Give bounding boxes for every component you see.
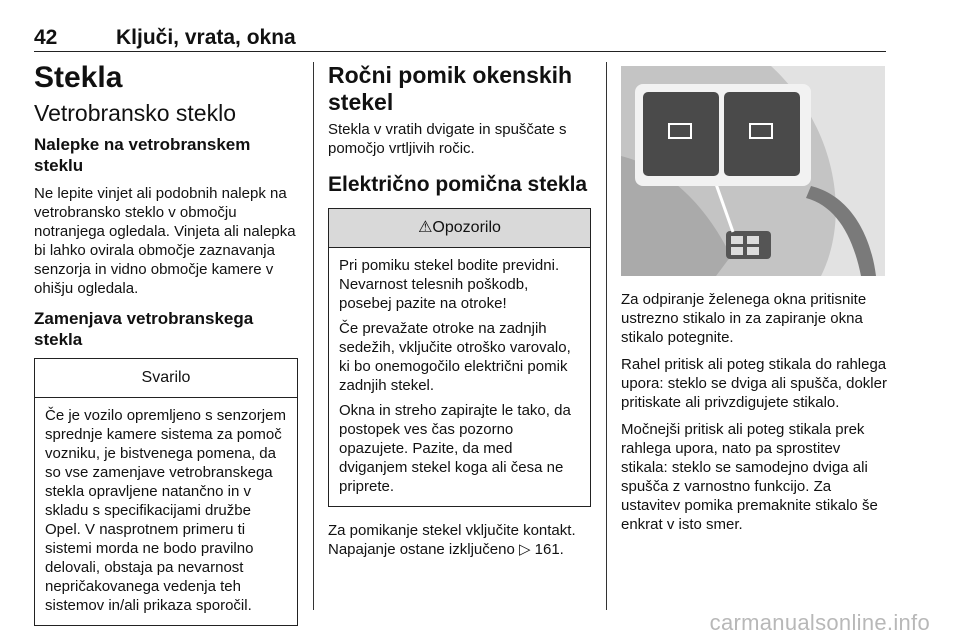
page-number: 42	[34, 26, 58, 49]
paragraph: Rahel pritisk ali poteg stikala do rahlega upora: steklo se dviga ali spušča, dokler pritiskate ali privzdigujete stikalo.	[621, 356, 887, 411]
paragraph: Ne lepite vinjet ali podobnih nalepk na vetrobransko steklo v območju notranjega ogledala. Vinjeta ali nalepka bi lahko ovirala območje zaznavanja senzorja in vidno območje kamere v ohišju ogledala.	[34, 185, 296, 297]
column-right	[621, 66, 887, 542]
window-switch-photo	[621, 66, 885, 276]
header-rule	[34, 51, 886, 52]
warning-header	[329, 209, 590, 248]
paragraph: Za odpiranje želenega okna pritisnite ustrezno stikalo in za zapiranje okna stikalo potegnite.	[621, 291, 867, 346]
paragraph: Stekla v vratih dvigate in spuščate s pomočjo vrtljivih ročic.	[328, 121, 567, 157]
paragraph: Močnejši pritisk ali poteg stikala prek rahlega upora, nato pa sprostitev stikala: steklo se samodejno dviga ali spušča z varnostno funkcijo. Za ustavitev pomika premaknite stikalo še enkrat v isto smer.	[621, 421, 878, 533]
chapter-title: Ključi, vrata, okna	[116, 26, 296, 49]
section-heading: Električno pomična stekla	[328, 173, 588, 196]
warning-title: Opozorilo	[432, 219, 501, 236]
window-switch-icon	[621, 66, 885, 276]
notice-title: Svarilo	[35, 359, 297, 398]
subsection-heading: Vetrobransko steklo	[34, 100, 237, 126]
warning-text: Če prevažate otroke na zadnjih sedežih, vključite otroško varovalo, ki bo onemogočilo električni pomik zadnjih stekel.	[339, 320, 571, 394]
warning-icon: ⚠	[418, 219, 433, 236]
notice-text: Če je vozilo opremljeno s senzorjem sprednje kamere sistema za pomoč vozniku, je bistvenega pomena, da so vse zamenjave vetrobranskega stekla opravljene natančno in v skladu s specifikacijami družbe Opel. V nasprotnem primeru ti sistemi morda ne bodo pravilno delovali, obstaja pa nevarnost nepričakovanega vedenja teh sistemov in/ali prikaza sporočil.	[45, 407, 286, 614]
page-header	[34, 26, 886, 52]
paragraph: Za pomikanje stekel vključite kontakt. Napajanje ostane izključeno ▷ 161.	[328, 522, 576, 558]
topic-heading: Nalepke na vetrobranskem steklu	[34, 135, 251, 175]
topic-heading: Zamenjava vetrobranskega stekla	[34, 309, 254, 349]
section-heading: Stekla	[34, 61, 123, 94]
warning-text: Pri pomiku stekel bodite previdni. Nevarnost telesnih poškodb, posebej pazite na otroke!	[339, 257, 560, 312]
warning-text: Okna in streho zapirajte le tako, da postopek ves čas pozorno opazujete. Pazite, da med dviganjem stekel koga ali česa ne priprete.	[339, 402, 571, 495]
section-heading: Ročni pomik okenskih stekel	[328, 62, 573, 115]
column-left	[34, 62, 298, 626]
column-middle	[328, 62, 591, 567]
column-divider	[313, 62, 314, 610]
watermark: carmanualsonline.info	[709, 610, 930, 635]
warning-box	[328, 208, 591, 507]
notice-box	[34, 358, 298, 626]
column-divider	[606, 62, 607, 610]
